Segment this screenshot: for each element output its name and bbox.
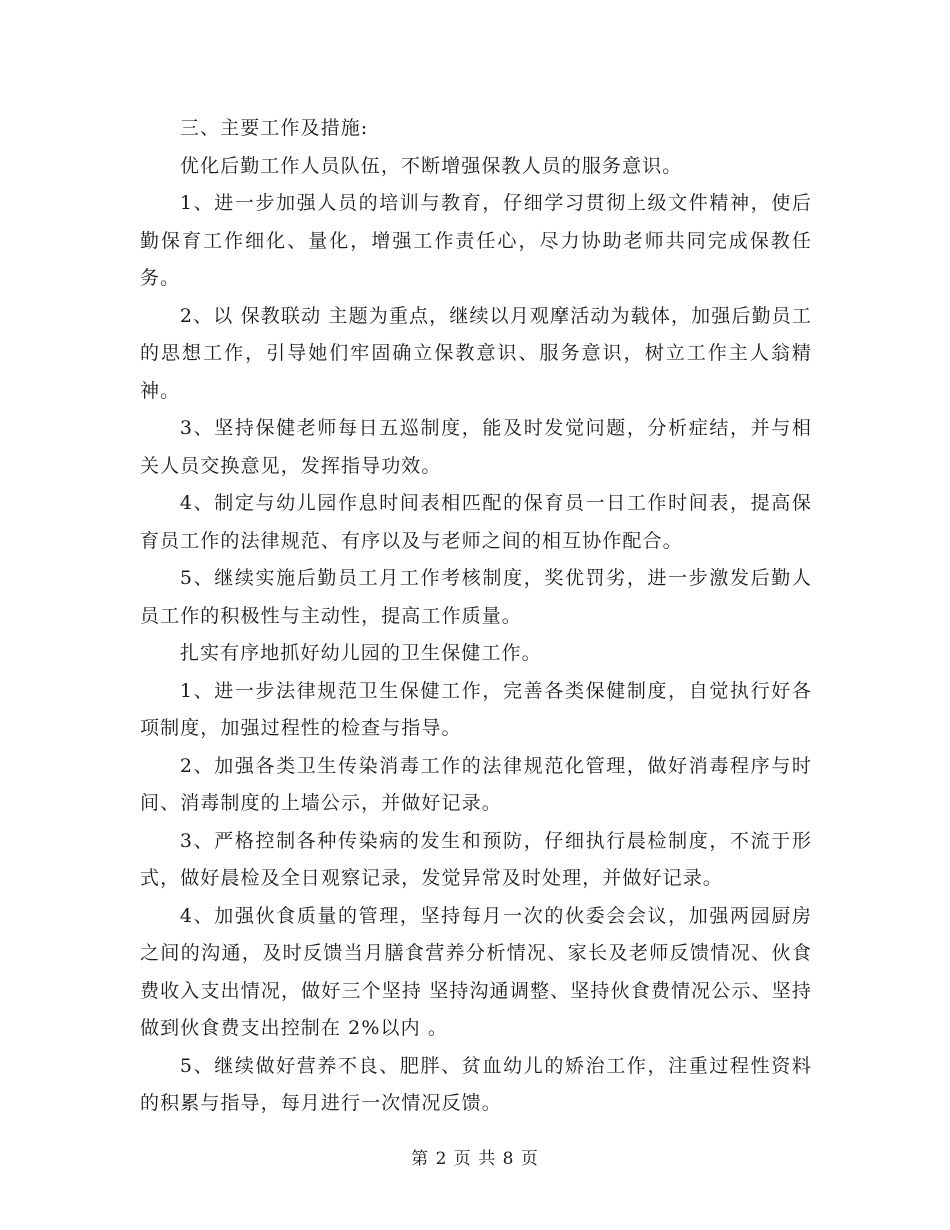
paragraph: 1、进一步法律规范卫生保健工作，完善各类保健制度，自觉执行好各项制度，加强过程性的检查与指导。 xyxy=(140,679,812,739)
paragraph: 2、以 保教联动 主题为重点，继续以月观摩活动为载体，加强后勤员工的思想工作，引导她们牢固确立保教意识、服务意识，树立工作主人翁精神。 xyxy=(140,304,812,402)
subsection-heading: 扎实有序地抓好幼儿园的卫生保健工作。 xyxy=(179,642,542,664)
section-heading: 三、主要工作及措施: xyxy=(179,117,369,139)
document-body xyxy=(140,110,812,1123)
paragraph: 5、继续做好营养不良、肥胖、贫血幼儿的矫治工作，注重过程性资料的积累与指导，每月进行一次情况反馈。 xyxy=(140,1054,812,1114)
subsection-heading: 优化后勤工作人员队伍，不断增强保教人员的服务意识。 xyxy=(179,154,683,177)
paragraph: 4、制定与幼儿园作息时间表相匹配的保育员一日工作时间表，提高保育员工作的法律规范、有序以及与老师之间的相互协作配合。 xyxy=(140,492,812,552)
paragraph: 3、坚持保健老师每日五巡制度，能及时发觉问题，分析症结，并与相关人员交换意见，发挥指导功效。 xyxy=(140,417,812,477)
paragraph: 4、加强伙食质量的管理，坚持每月一次的伙委会会议，加强两园厨房之间的沟通，及时反馈当月膳食营养分析情况、家长及老师反馈情况、伙食费收入支出情况，做好三个坚持 坚持沟通调整、坚持伙食费情况公示、坚持做到伙食费支出控制在 2%以内 。 xyxy=(140,904,812,1039)
paragraph: 5、继续实施后勤员工月工作考核制度，奖优罚劣，进一步激发后勤人员工作的积极性与主动性，提高工作质量。 xyxy=(140,567,812,627)
paragraph: 2、加强各类卫生传染消毒工作的法律规范化管理，做好消毒程序与时间、消毒制度的上墙公示，并做好记录。 xyxy=(140,754,812,814)
page-number: 第 2 页 共 8 页 xyxy=(411,1149,539,1169)
paragraph: 1、进一步加强人员的培训与教育，仔细学习贯彻上级文件精神，使后勤保育工作细化、量化，增强工作责任心，尽力协助老师共同完成保教任务。 xyxy=(140,192,812,289)
page-footer xyxy=(0,1144,950,1169)
paragraph: 3、严格控制各种传染病的发生和预防，仔细执行晨检制度，不流于形式，做好晨检及全日观察记录，发觉异常及时处理，并做好记录。 xyxy=(140,829,812,889)
